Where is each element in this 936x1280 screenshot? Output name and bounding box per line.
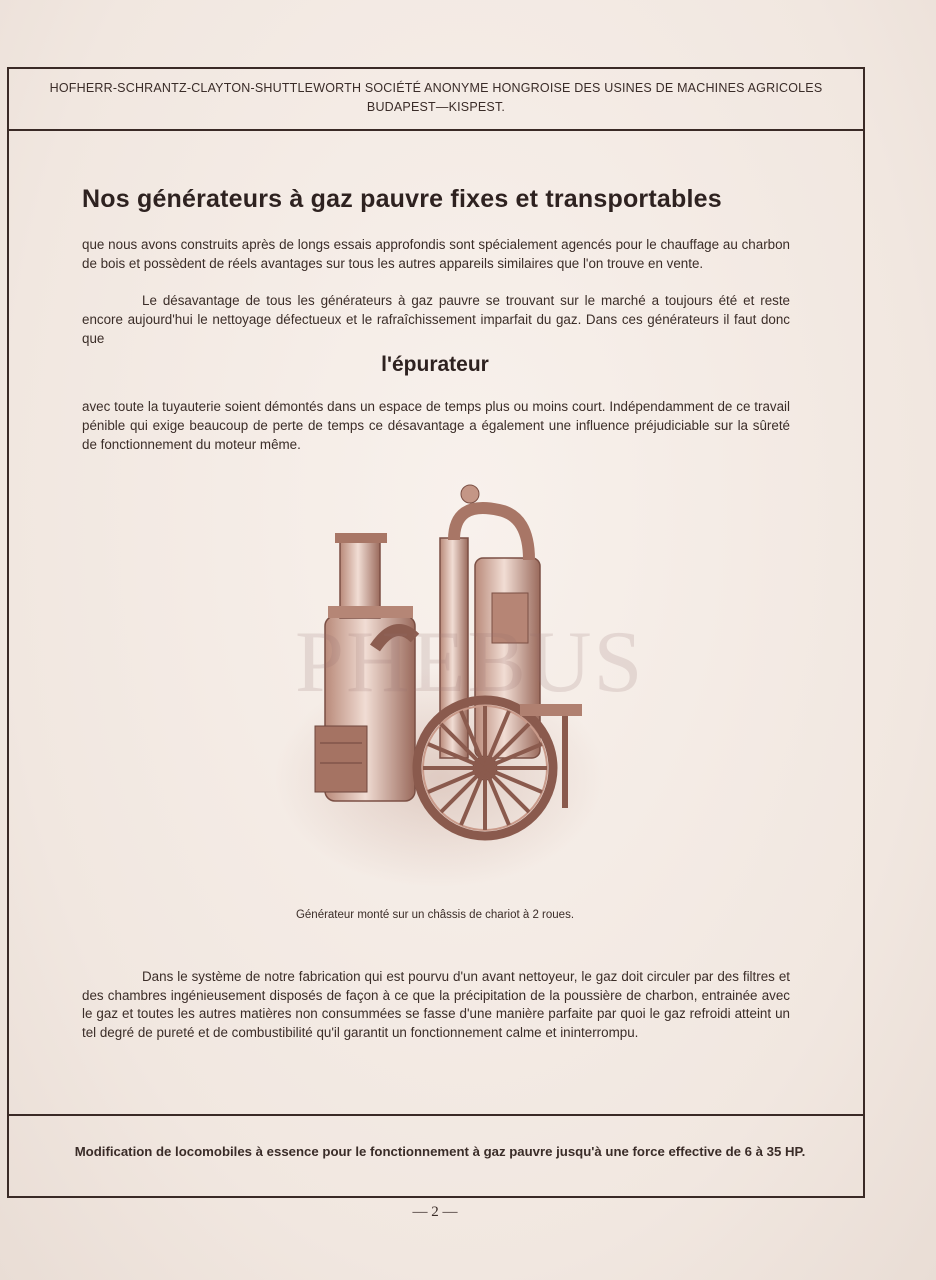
footer-note: Modification de locomobiles à essence pour le fonctionnement à gaz pauvre jusqu'à une force effective de 6 à 35 HP. [74, 1144, 806, 1159]
page-number: — 2 — [412, 1204, 458, 1220]
disadvantage-paragraph: Le désavantage de tous les générateurs à gaz pauvre se trouvant sur le marché a toujours été et reste encore aujourd'hui le nettoyage défectueux et le rafraîchissement imparfait du gaz. Dans ces générateurs il faut donc que [82, 293, 790, 346]
page-title: Nos générateurs à gaz pauvre fixes et transportables [82, 185, 722, 213]
company-name: HOFHERR-SCHRANTZ-CLAYTON-SHUTTLEWORTH SOCIÉTÉ ANONYME HONGROISE DES USINES DE MACHINES AGRICOLES [49, 81, 823, 95]
cart-wheel [417, 700, 553, 836]
system-paragraph: Dans le système de notre fabrication qui est pourvu d'un avant nettoyeur, le gaz doit circuler par des filtres et des chambres ingénieusement disposés de façon à ce que la précipitation de la poussière de charbon, entrainée avec le gaz et toutes les autres matières non consummées se fasse d'une manière parfaite par quoi le gaz refroidi atteint un tel degré de pureté et de combustibilité qu'il garantit un fonctionnement calme et ininterrompu. [82, 969, 790, 1041]
watermark: PHEBUS [295, 614, 645, 711]
page-header [9, 69, 863, 131]
company-location: BUDAPEST—KISPEST. [366, 100, 506, 114]
figure-caption: Générateur monté sur un châssis de chariot à 2 roues. [295, 909, 575, 921]
section-subtitle: l'épurateur [381, 353, 489, 376]
footer-divider [9, 1114, 863, 1116]
intro-paragraph: que nous avons construits après de longs essais approfondis sont spécialement agencés pour le chauffage au charbon de bois et possèdent de réels avantages sur tous les autres appareils similaires que l'on trouve en vente. [82, 237, 790, 271]
purifier-paragraph: avec toute la tuyauterie soient démontés dans un espace de temps plus ou moins court. Indépendamment de ce travail pénible qui exige beaucoup de perte de temps ce désavantage a également une influence préjudiciable sur la sûreté de fonctionnement du moteur même. [82, 399, 790, 452]
